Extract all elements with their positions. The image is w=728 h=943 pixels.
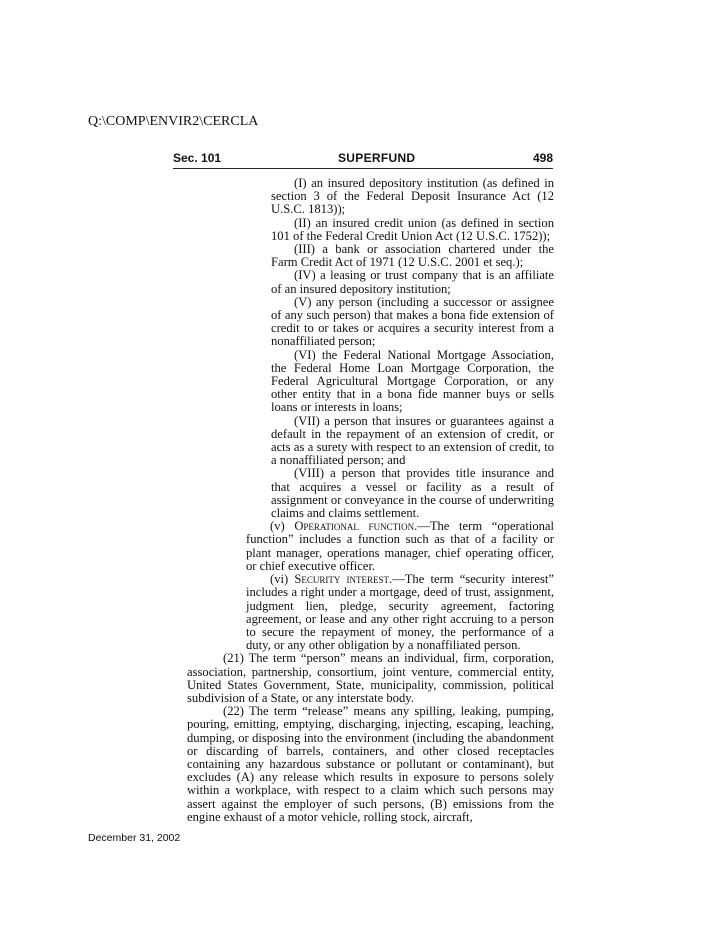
clause-number: (vi)	[270, 572, 295, 587]
clause-body: .—The term “operational function” includes a function such as that of a facility or plant manager, operations manager, chief operating officer, or chief executive officer.	[246, 519, 554, 573]
subclause-ii: (II) an insured credit union (as defined in section 101 of the Federal Credit Union Act (12 U.S.C. 1752));	[271, 215, 554, 243]
running-title: SUPERFUND	[338, 151, 416, 165]
page-number: 498	[532, 151, 553, 165]
clause-heading: Operational function	[294, 519, 415, 534]
paragraph-22-release: (22) The term “release” means any spilling, leaking, pumping, pouring, emitting, emptying, discharging, injecting, escaping, leaching, dumping, or disposing into the environment (including the abandonment or discarding of barrels, containers, and other closed receptacles containing any hazardous substance or pollutant or contaminant), but excludes (A) any release which results in exposure to persons solely within a workplace, with respect to a claim which such persons may assert against the employer of such persons, (B) emissions from the engine exhaust of a motor vehicle, rolling stock, aircraft,	[187, 704, 554, 824]
subclause-v: (V) any person (including a successor or assignee of any such person) that makes a bona fide extension of credit to or takes or acquires a security interest from a nonaffiliated person;	[271, 294, 554, 349]
clause-body: .—The term “security interest” includes a right under a mortgage, deed of trust, assignment, judgment lien, pledge, security agreement, factoring agreement, or lease and any other right accruing to a person to secure the repayment of money, the performance of a duty, or any other obligation by a nonaffiliated person.	[246, 572, 554, 653]
clause-heading: Security interest	[294, 572, 389, 587]
clause-security-interest	[246, 573, 554, 652]
clause-operational-function	[246, 520, 554, 573]
section-label: Sec. 101	[173, 151, 222, 165]
paragraph-21-person: (21) The term “person” means an individual, firm, corporation, association, partnership, consortium, joint venture, commercial entity, United States Government, State, municipality, commission, political subdivision of a State, or any interstate body.	[187, 651, 554, 705]
subclause-vi: (VI) the Federal National Mortgage Association, the Federal Home Loan Mortgage Corporation, the Federal Agricultural Mortgage Corporation, or any other entity that in a bona fide manner buys or sells loans or interests in loans;	[271, 347, 554, 415]
subclause-iv: (IV) a leasing or trust company that is an affiliate of an insured depository institution;	[271, 268, 554, 296]
running-head	[173, 150, 553, 169]
file-path: Q:\COMP\ENVIR2\CERCLA	[88, 114, 259, 129]
subclause-viii: (VIII) a person that provides title insurance and that acquires a vessel or facility as a result of assignment or conveyance in the course of underwriting claims and claims settlement.	[271, 466, 554, 521]
statute-text	[0, 177, 728, 824]
subclause-i: (I) an insured depository institution (as defined in section 3 of the Federal Deposit Insurance Act (12 U.S.C. 1813));	[271, 176, 554, 217]
clause-number: (v)	[270, 519, 295, 534]
footer-date: December 31, 2002	[88, 832, 181, 844]
subclause-iii: (III) a bank or association chartered under the Farm Credit Act of 1971 (12 U.S.C. 2001 et seq.);	[271, 242, 554, 270]
subclause-vii: (VII) a person that insures or guarantees against a default in the repayment of an extension of credit, or acts as a surety with respect to an extension of credit, to a nonaffiliated person; and	[271, 413, 554, 468]
